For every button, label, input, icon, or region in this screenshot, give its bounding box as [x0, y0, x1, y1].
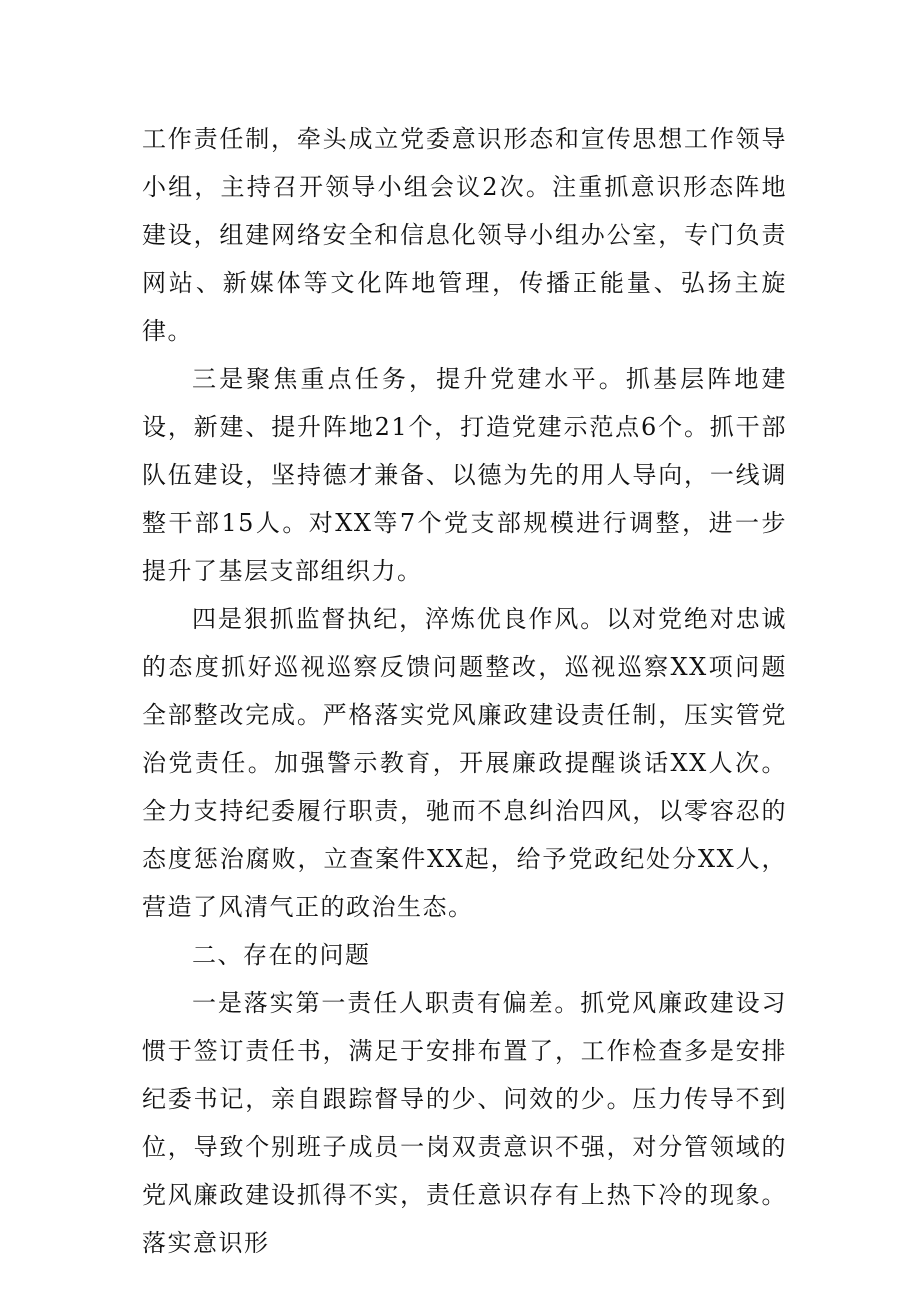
paragraph-first-responsibility: 一是落实第一责任人职责有偏差。抓党风廉政建设习惯于签订责任书，满足于安排布置了，工作检查多是安排纪委书记，亲自跟踪督导的少、问效的少。压力传导不到位，导致个别班子成员一岗双责意识不强，对分管领域的党风廉政建设抓得不实，责任意识存有上热下冷的现象。落实意识形 — [142, 989, 787, 1257]
document-body — [142, 115, 787, 1267]
paragraph-discipline-supervision: 四是狠抓监督执纪，淬炼优良作风。以对党绝对忠诚的态度抓好巡视巡察反馈问题整改，巡视巡察XX项问题全部整改完成。严格落实党风廉政建设责任制，压实管党治党责任。加强警示教育，开展廉政提醒谈话XX人次。全力支持纪委履行职责，驰而不息纠治四风，以零容忍的态度惩治腐败，立查案件XX起，给予党政纪处分XX人，营造了风清气正的政治生态。 — [142, 605, 787, 921]
paragraph-party-building: 三是聚焦重点任务，提升党建水平。抓基层阵地建设，新建、提升阵地21个，打造党建示范点6个。抓干部队伍建设，坚持德才兼备、以德为先的用人导向，一线调整干部15人。对XX等7个党支部规模进行调整，进一步提升了基层支部组织力。 — [142, 365, 787, 585]
section-heading-existing-problems: 二、存在的问题 — [192, 941, 371, 969]
paragraph-ideology-work: 工作责任制，牵头成立党委意识形态和宣传思想工作领导小组，主持召开领导小组会议2次。注重抓意识形态阵地建设，组建网络安全和信息化领导小组办公室，专门负责网站、新媒体等文化阵地管理，传播正能量、弘扬主旋律。 — [142, 125, 787, 345]
